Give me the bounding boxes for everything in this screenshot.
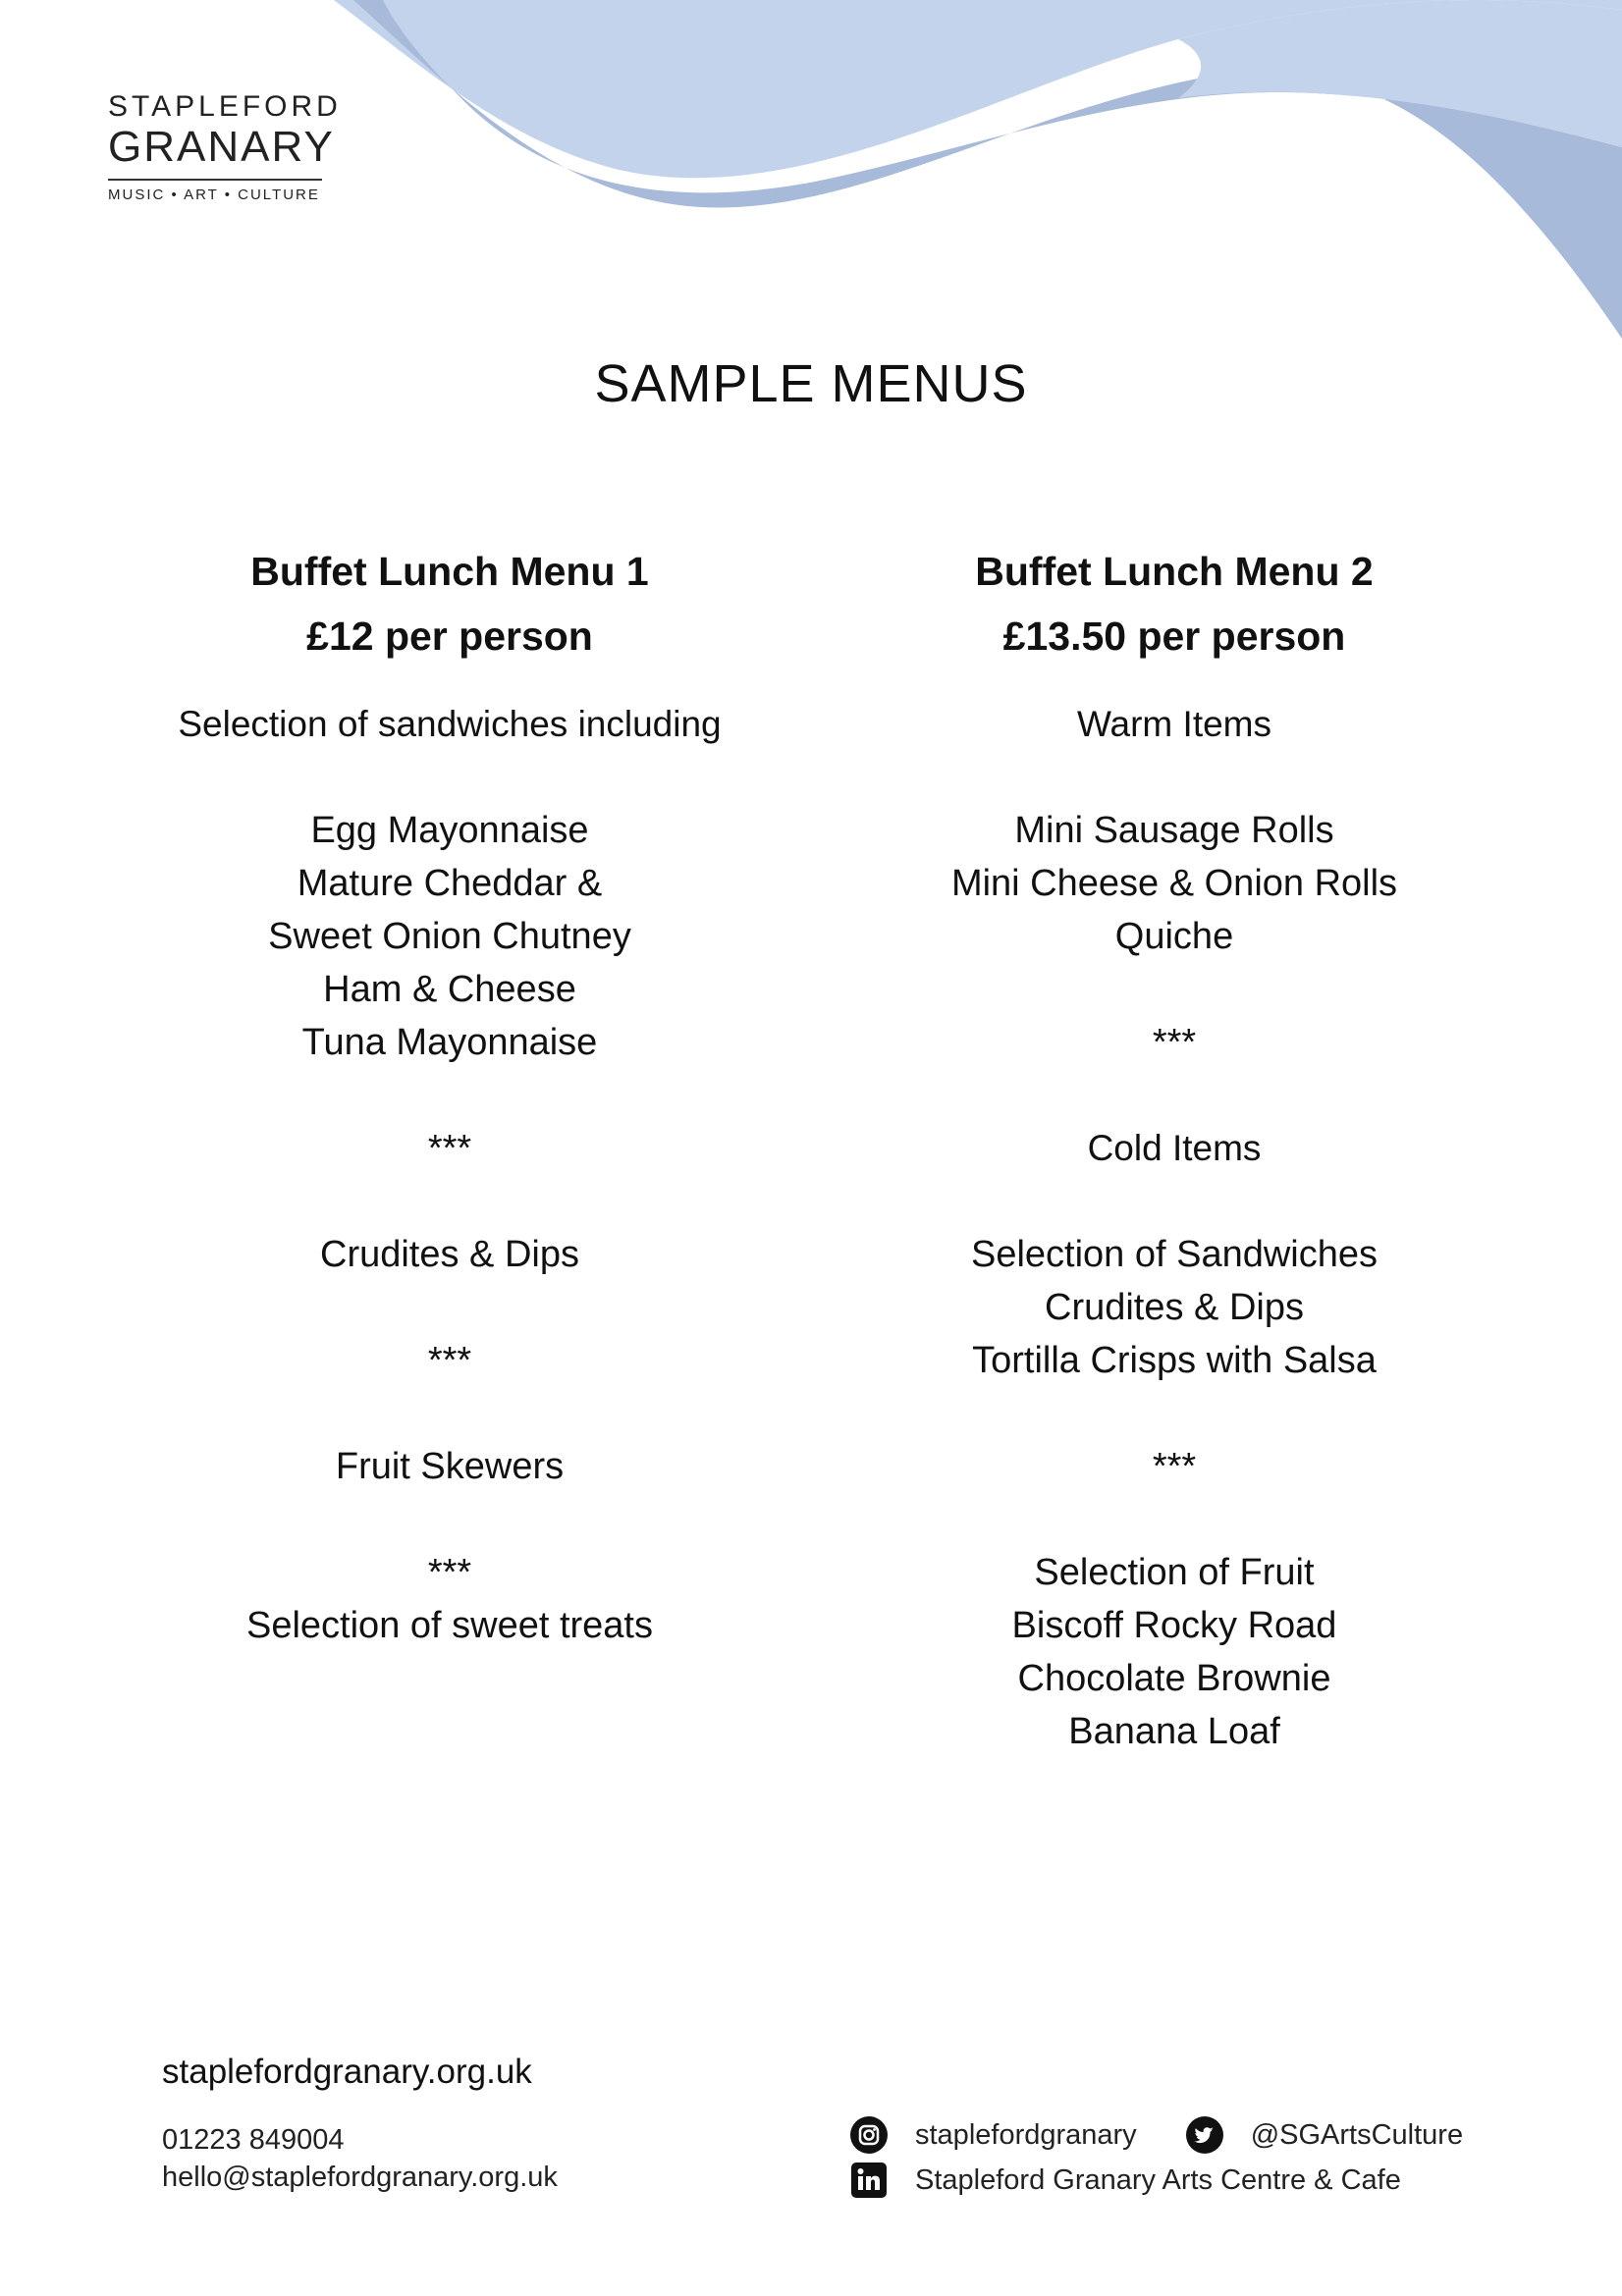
menu-2-price: £13.50 per person <box>1002 614 1346 659</box>
instagram-icon[interactable] <box>850 2116 888 2154</box>
logo <box>108 90 342 204</box>
menu-item: Sweet Onion Chutney <box>268 916 631 957</box>
menu-item: Chocolate Brownie <box>1017 1658 1331 1699</box>
footer-website-link[interactable]: staplefordgranary.org.uk <box>162 2053 532 2091</box>
instagram-handle[interactable]: staplefordgranary <box>915 2118 1137 2151</box>
footer-social <box>850 2112 1463 2203</box>
separator: *** <box>427 1340 472 1381</box>
logo-line-2: GRANARY <box>108 123 335 171</box>
separator: *** <box>1152 1446 1197 1487</box>
menu-item: Crudites & Dips <box>1045 1287 1304 1328</box>
twitter-handle[interactable]: @SGArtsCulture <box>1250 2118 1464 2151</box>
menu-item: Selection of Sandwiches <box>970 1234 1379 1275</box>
menu-item: Tuna Mayonnaise <box>301 1022 598 1063</box>
separator: *** <box>427 1552 472 1593</box>
separator: *** <box>427 1128 472 1169</box>
linkedin-page[interactable]: Stapleford Granary Arts Centre & Cafe <box>915 2163 1401 2196</box>
menu-1-heading: Buffet Lunch Menu 1 <box>250 549 649 594</box>
menu-item: Mini Sausage Rolls <box>1014 810 1334 851</box>
menu-item: Ham & Cheese <box>323 969 576 1010</box>
menu-item: Tortilla Crisps with Salsa <box>972 1340 1377 1381</box>
menu-1-intro: Selection of sandwiches including <box>178 704 722 744</box>
menu-item: Quiche <box>1114 916 1234 957</box>
menu-2-heading: Buffet Lunch Menu 2 <box>975 549 1374 594</box>
linkedin-icon[interactable] <box>850 2162 888 2199</box>
page-title: SAMPLE MENUS <box>594 354 1028 413</box>
menu-2-cold-title: Cold Items <box>1087 1128 1262 1168</box>
menu-item: Banana Loaf <box>1068 1711 1280 1752</box>
menu-item: Fruit Skewers <box>335 1446 565 1487</box>
footer-phone[interactable]: 01223 849004 <box>162 2124 345 2156</box>
twitter-icon[interactable] <box>1186 2116 1223 2154</box>
menu-item: Egg Mayonnaise <box>310 810 589 851</box>
menu-item: Selection of Fruit <box>1034 1552 1315 1593</box>
menu-1-column <box>155 539 744 1652</box>
footer-contact <box>162 2121 558 2196</box>
logo-tagline: MUSIC • ART • CULTURE <box>108 179 322 204</box>
separator: *** <box>1152 1022 1197 1063</box>
menu-2-warm-title: Warm Items <box>1076 704 1271 744</box>
menu-item: Crudites & Dips <box>320 1234 579 1275</box>
menu-1-price: £12 per person <box>306 614 593 659</box>
menu-2-column <box>880 539 1469 1758</box>
menu-item: Mature Cheddar & <box>297 863 603 904</box>
menu-item: Selection of sweet treats <box>246 1605 653 1646</box>
menu-item: Biscoff Rocky Road <box>1011 1605 1337 1646</box>
menu-item: Mini Cheese & Onion Rolls <box>950 863 1398 904</box>
logo-line-1: STAPLEFORD <box>108 90 342 123</box>
footer-email[interactable]: hello@staplefordgranary.org.uk <box>162 2162 558 2193</box>
